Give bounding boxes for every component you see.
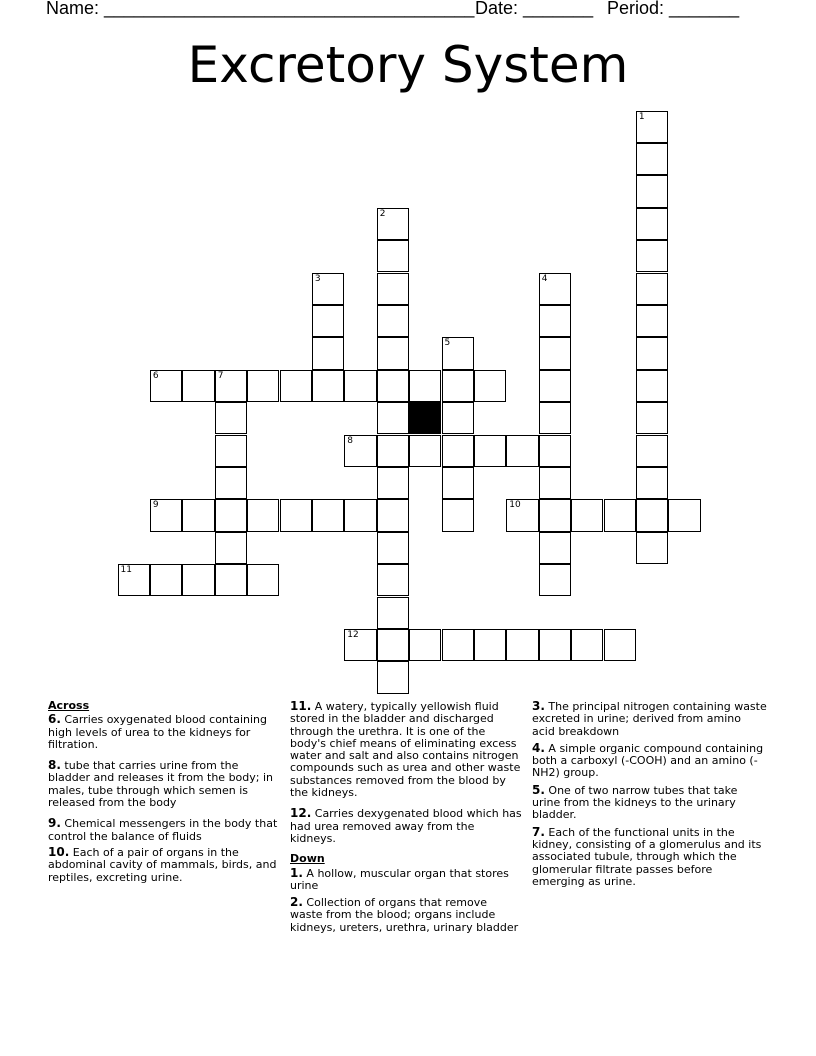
grid-cell[interactable] — [409, 629, 441, 661]
clue-number: 5 — [444, 338, 451, 349]
grid-cell[interactable] — [604, 499, 636, 531]
grid-cell[interactable] — [636, 499, 668, 531]
grid-cell[interactable] — [636, 240, 668, 272]
grid-cell[interactable] — [182, 564, 214, 596]
grid-cell[interactable] — [474, 370, 506, 402]
grid-cell[interactable] — [506, 629, 538, 661]
grid-cell[interactable] — [571, 499, 603, 531]
grid-cell[interactable] — [150, 499, 182, 531]
grid-cell[interactable] — [377, 273, 409, 305]
clue-down-2: 2. Collection of organs that remove waste from the blood; organs include kidneys, ureters, urethra, urinary bladder — [290, 895, 519, 934]
grid-cell[interactable] — [409, 370, 441, 402]
grid-cell[interactable] — [539, 467, 571, 499]
grid-cell[interactable] — [182, 499, 214, 531]
grid-cell[interactable] — [377, 240, 409, 272]
grid-cell[interactable] — [636, 402, 668, 434]
grid-cell[interactable] — [442, 370, 474, 402]
grid-cell[interactable] — [442, 499, 474, 531]
grid-cell[interactable] — [118, 564, 150, 596]
grid-cell[interactable] — [377, 661, 409, 693]
grid-cell[interactable] — [539, 402, 571, 434]
grid-cell[interactable] — [312, 305, 344, 337]
grid-cell[interactable] — [539, 305, 571, 337]
black-square — [409, 402, 441, 434]
grid-cell[interactable] — [636, 208, 668, 240]
grid-cell[interactable] — [215, 467, 247, 499]
grid-cell[interactable] — [344, 370, 376, 402]
clue-number: 4 — [541, 273, 548, 284]
grid-cell[interactable] — [377, 435, 409, 467]
grid-cell[interactable] — [442, 629, 474, 661]
grid-cell[interactable] — [636, 175, 668, 207]
grid-cell[interactable] — [409, 435, 441, 467]
grid-cell[interactable] — [150, 564, 182, 596]
grid-cell[interactable] — [636, 370, 668, 402]
grid-cell[interactable] — [377, 305, 409, 337]
grid-cell[interactable] — [539, 629, 571, 661]
grid-cell[interactable] — [247, 564, 279, 596]
clue-number: 10 — [509, 500, 521, 511]
grid-cell[interactable] — [571, 629, 603, 661]
grid-cell[interactable] — [668, 499, 700, 531]
grid-cell[interactable] — [377, 208, 409, 240]
clue-down-7: 7. Each of the functional units in the kidney, consisting of a glomerulus and its associated tubule, through which the glomerular filtrate passes before emerging as urine. — [532, 824, 762, 888]
grid-cell[interactable] — [377, 629, 409, 661]
grid-cell[interactable] — [636, 467, 668, 499]
grid-cell[interactable] — [312, 370, 344, 402]
grid-cell[interactable] — [280, 370, 312, 402]
grid-cell[interactable] — [636, 435, 668, 467]
date-field-label[interactable]: Date: _______ — [475, 0, 594, 18]
clues-column-1 — [48, 700, 278, 892]
clue-number: 1 — [638, 111, 645, 122]
clue-number: 7 — [217, 370, 224, 381]
grid-cell[interactable] — [247, 370, 279, 402]
grid-cell[interactable] — [636, 143, 668, 175]
grid-cell[interactable] — [215, 370, 247, 402]
grid-cell[interactable] — [539, 532, 571, 564]
grid-cell[interactable] — [215, 532, 247, 564]
grid-cell[interactable] — [150, 370, 182, 402]
clue-number: 8 — [347, 435, 354, 446]
clue-number: 3 — [314, 273, 321, 284]
grid-cell[interactable] — [636, 111, 668, 143]
clue-across-9: 9. Chemical messengers in the body that control the balance of fluids — [48, 816, 278, 843]
grid-cell[interactable] — [474, 435, 506, 467]
grid-cell[interactable] — [506, 435, 538, 467]
grid-cell[interactable] — [377, 467, 409, 499]
grid-cell[interactable] — [377, 597, 409, 629]
grid-cell[interactable] — [215, 499, 247, 531]
clue-number: 2 — [379, 208, 386, 219]
grid-cell[interactable] — [247, 499, 279, 531]
grid-cell[interactable] — [215, 435, 247, 467]
down-heading: Down — [290, 852, 325, 866]
clue-number: 12 — [347, 629, 359, 640]
grid-cell[interactable] — [539, 273, 571, 305]
grid-cell[interactable] — [377, 337, 409, 369]
grid-cell[interactable] — [442, 435, 474, 467]
clue-across-10: 10. Each of a pair of organs in the abdominal cavity of mammals, birds, and reptiles, excreting urine. — [48, 844, 277, 884]
clue-across-12: 12. Carries dexygenated blood which has had urea removed away from the kidneys. — [290, 806, 522, 845]
clue-down-4: 4. A simple organic compound containing both a carboxyl (-COOH) and an amino (-NH2) group. — [532, 740, 764, 780]
grid-cell[interactable] — [636, 532, 668, 564]
period-field-label[interactable]: Period: _______ — [607, 0, 740, 18]
clue-down-1: 1. A hollow, muscular organ that stores urine — [290, 865, 509, 892]
grid-cell[interactable] — [377, 564, 409, 596]
clues-column-2 — [290, 700, 522, 942]
clue-down-5: 5. One of two narrow tubes that take urine from the kidneys to the urinary bladder. — [532, 782, 738, 822]
clue-across-8: 8. tube that carries urine from the bladder and releases it from the body; in males, tube through which semen is released from the body — [48, 758, 274, 810]
grid-cell[interactable] — [506, 499, 538, 531]
clues-column-3 — [532, 700, 767, 896]
grid-cell[interactable] — [539, 564, 571, 596]
name-field-label[interactable]: Name: _____________________________________ — [46, 0, 475, 18]
grid-cell[interactable] — [344, 629, 376, 661]
grid-cell[interactable] — [604, 629, 636, 661]
clue-number: 6 — [152, 370, 159, 381]
grid-cell[interactable] — [636, 273, 668, 305]
grid-cell[interactable] — [539, 435, 571, 467]
grid-cell[interactable] — [182, 370, 214, 402]
grid-cell[interactable] — [377, 402, 409, 434]
clue-across-6: 6. Carries oxygenated blood containing high levels of urea to the kidneys for filtration. — [48, 712, 267, 751]
grid-cell[interactable] — [215, 402, 247, 434]
grid-cell[interactable] — [442, 402, 474, 434]
clue-down-3: 3. The principal nitrogen containing waste excreted in urine; derived from amino acid breakdown — [532, 699, 767, 738]
grid-cell[interactable] — [215, 564, 247, 596]
grid-cell[interactable] — [442, 337, 474, 369]
grid-cell[interactable] — [636, 305, 668, 337]
grid-cell[interactable] — [539, 370, 571, 402]
grid-cell[interactable] — [312, 499, 344, 531]
grid-cell[interactable] — [344, 499, 376, 531]
grid-cell[interactable] — [312, 337, 344, 369]
grid-cell[interactable] — [377, 532, 409, 564]
grid-cell[interactable] — [377, 499, 409, 531]
grid-cell[interactable] — [312, 273, 344, 305]
clue-number: 9 — [152, 500, 159, 511]
grid-cell[interactable] — [377, 370, 409, 402]
page-title: Excretory System — [187, 36, 629, 94]
clue-number: 11 — [120, 565, 132, 576]
grid-cell[interactable] — [539, 499, 571, 531]
across-heading: Across — [48, 699, 90, 712]
clue-across-11: 11. A watery, typically yellowish fluid stored in the bladder and discharged through the urethra. It is one of the body's chief means of eliminating excess water and salt and also contains nitrogen compounds such as urea and other waste substances removed from the blood by the kidneys. — [290, 699, 521, 800]
grid-cell[interactable] — [442, 467, 474, 499]
grid-cell[interactable] — [344, 435, 376, 467]
grid-cell[interactable] — [474, 629, 506, 661]
grid-cell[interactable] — [636, 337, 668, 369]
grid-cell[interactable] — [280, 499, 312, 531]
grid-cell[interactable] — [539, 337, 571, 369]
